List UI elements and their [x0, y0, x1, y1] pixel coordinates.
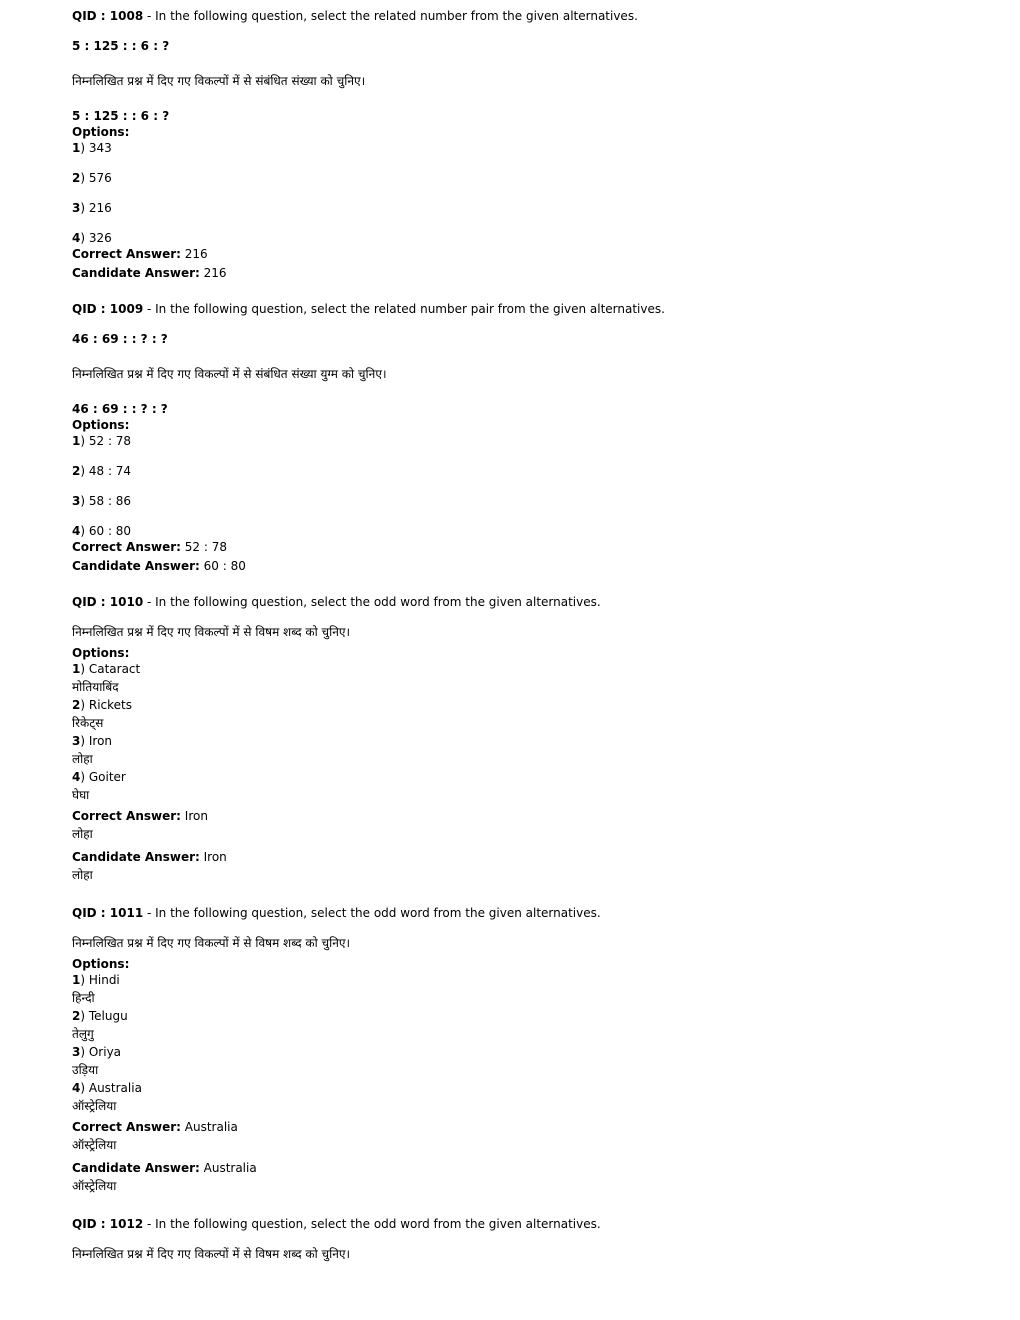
question-1011 [72, 905, 972, 1194]
question-hindi: निम्नलिखित प्रश्न में दिए गए विकल्पों में से संबंधित संख्या युग्म को चुनिए। [72, 367, 387, 381]
question-text: - In the following question, select the related number from the given alternatives. [143, 9, 638, 23]
option-3-hindi: उड़िया [72, 1063, 99, 1077]
option-1-hindi: मोतियाबिंद [72, 680, 119, 694]
question-text: - In the following question, select the odd word from the given alternatives. [143, 595, 601, 609]
option-3: 3) 58 : 86 [72, 494, 132, 508]
question-1009 [72, 301, 972, 574]
question-hindi: निम्नलिखित प्रश्न में दिए गए विकल्पों में से विषम शब्द को चुनिए। [72, 936, 351, 950]
question-expression: 5 : 125 : : 6 : ? [72, 39, 170, 53]
question-header [72, 594, 972, 610]
option-1: 1) Hindi [72, 973, 120, 987]
options-label: Options: [72, 646, 130, 660]
question-hindi: निम्नलिखित प्रश्न में दिए गए विकल्पों में से विषम शब्द को चुनिए। [72, 625, 351, 639]
candidate-answer-hindi: ऑस्ट्रेलिया [72, 1179, 117, 1193]
question-header [72, 8, 972, 24]
option-3: 3) Iron [72, 734, 113, 748]
question-hindi: निम्नलिखित प्रश्न में दिए गए विकल्पों में से संबंधित संख्या को चुनिए। [72, 74, 366, 88]
option-4: 4) 326 [72, 231, 112, 245]
correct-answer: Correct Answer: 52 : 78 [72, 540, 227, 554]
question-header [72, 301, 972, 317]
qid-label: QID : 1008 [72, 9, 144, 23]
correct-answer: Correct Answer: Australia [72, 1120, 238, 1134]
option-4: 4) Australia [72, 1081, 142, 1095]
option-3: 3) 216 [72, 201, 112, 215]
option-4: 4) 60 : 80 [72, 524, 132, 538]
option-1: 1) 52 : 78 [72, 434, 132, 448]
question-1008 [72, 8, 972, 281]
correct-answer-hindi: ऑस्ट्रेलिया [72, 1138, 117, 1152]
question-text: - In the following question, select the odd word from the given alternatives. [143, 906, 601, 920]
option-2: 2) Rickets [72, 698, 132, 712]
option-2: 2) Telugu [72, 1009, 128, 1023]
option-1-hindi: हिन्दी [72, 991, 95, 1005]
qid-label: QID : 1011 [72, 906, 144, 920]
option-1: 1) Cataract [72, 662, 141, 676]
question-text: - In the following question, select the related number pair from the given alternatives. [143, 302, 665, 316]
candidate-answer-hindi: लोहा [72, 868, 93, 882]
qid-label: QID : 1012 [72, 1217, 144, 1231]
correct-answer: Correct Answer: Iron [72, 809, 208, 823]
option-2-hindi: रिकेट्स [72, 716, 104, 730]
candidate-answer: Candidate Answer: Iron [72, 850, 227, 864]
option-4: 4) Goiter [72, 770, 126, 784]
question-expression-hindi: 46 : 69 : : ? : ? [72, 402, 168, 416]
option-4-hindi: घेघा [72, 788, 90, 802]
question-header [72, 905, 972, 921]
options-label: Options: [72, 957, 130, 971]
question-expression: 46 : 69 : : ? : ? [72, 332, 168, 346]
question-header [72, 1216, 972, 1232]
qid-label: QID : 1009 [72, 302, 144, 316]
question-1010 [72, 594, 972, 883]
question-hindi: निम्नलिखित प्रश्न में दिए गए विकल्पों में से विषम शब्द को चुनिए। [72, 1247, 351, 1261]
option-2-hindi: तेलुगु [72, 1027, 94, 1041]
option-3-hindi: लोहा [72, 752, 93, 766]
question-text: - In the following question, select the odd word from the given alternatives. [143, 1217, 601, 1231]
question-expression-hindi: 5 : 125 : : 6 : ? [72, 109, 170, 123]
candidate-answer: Candidate Answer: 60 : 80 [72, 559, 246, 573]
option-2: 2) 48 : 74 [72, 464, 132, 478]
option-2: 2) 576 [72, 171, 112, 185]
qid-label: QID : 1010 [72, 595, 144, 609]
candidate-answer: Candidate Answer: 216 [72, 266, 227, 280]
option-4-hindi: ऑस्ट्रेलिया [72, 1099, 117, 1113]
options-label: Options: [72, 125, 130, 139]
question-1012 [72, 1216, 972, 1262]
option-3: 3) Oriya [72, 1045, 122, 1059]
exam-document [72, 8, 972, 1262]
correct-answer-hindi: लोहा [72, 827, 93, 841]
option-1: 1) 343 [72, 141, 112, 155]
candidate-answer: Candidate Answer: Australia [72, 1161, 257, 1175]
options-label: Options: [72, 418, 130, 432]
correct-answer: Correct Answer: 216 [72, 247, 208, 261]
